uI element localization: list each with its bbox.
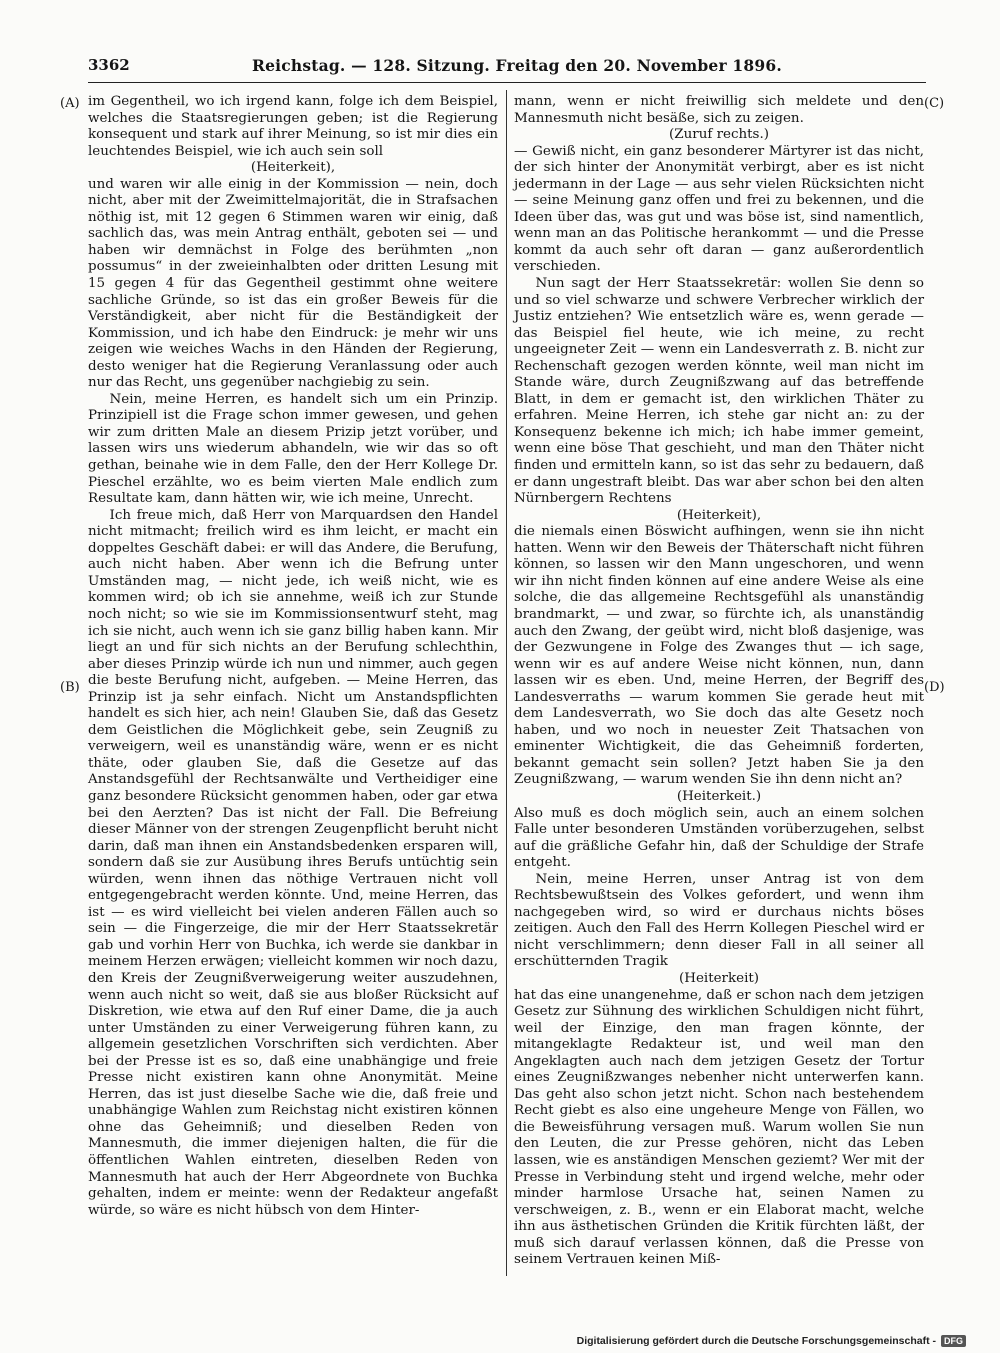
paragraph: hat das eine unangenehme, daß er schon nach dem jetzigen Gesetz zur Sühnung des wirklichen Schuldigen nicht führt, weil der Einzige, den man fragen könnte, der mitangeklagte Redakteur ist, und weil man den Angeklagten auch nach dem jetzigen Gesetz der Tortur eines Zeugnißzwanges nebenher nicht unterwerfen kann. Das geht also schon jetzt nicht. Schon nach bestehendem Recht giebt es also eine ungeheure Menge von Fällen, wo die Beweisführung versagen muß. Warum wollen Sie nun den Leuten, die zur Presse gehören, nicht das Leben lassen, wie es anständigen Menschen geziemt? Wer mit der Presse in Verbindung steht und irgend welche, mehr oder minder harmlose Ursache hat, seinen Namen zu verschweigen, z. B., wenn er ein Elaborat macht, welche ihn aus ästhetischen Gründen die Kritik fürchten läßt, der muß sich darauf verlassen können, daß die Presse von seinem Vertrauen keinen Miß- <box>514 987 924 1268</box>
page-number: 3362 <box>88 56 130 74</box>
paragraph: Nein, meine Herren, unser Antrag ist von dem Rechtsbewußtsein des Volkes gefordert, und wenn ihm nachgegeben wird, so wird er durchaus nichts böses zeitigen. Auch den Fall des Herrn Kollegen Pieschel wird er nicht verschlimmern; denn dieser Fall in all seiner all erschütternden Tragik <box>514 871 924 970</box>
paragraph: Ich freue mich, daß Herr von Marquardsen den Handel nicht mitmacht; freilich wird es ihm leicht, er macht ein doppeltes Geschäft dabei: er will das Andere, die Berufung, auch nicht haben. Aber wenn ich die Befrung unter Umständen mag, — nicht jede, ich weiß nicht, wie es kommen wird; ob ich sie annehme, weiß ich zur Stunde noch nicht; so wie sie im Kommissionsentwurf steht, mag ich sie nicht, auch wenn ich sie ganz billig haben kann. Mir liegt an und für sich nichts an der Berufung schlechthin, aber dieses Prinzip würde ich nun und nimmer, auch gegen die beste Berufung nicht, aufgeben. — Meine Herren, das Prinzip ist ja sehr einfach. Nicht um Anstandspflichten handelt es sich hier, ach nein! Glauben Sie, daß das Gesetz dem Geistlichen die Möglichkeit gebe, sein Zeugniß zu verweigern, weil es unanständig wäre, wenn er es nicht thäte, oder glauben Sie, daß die Gesetze auf das Anstandsgefühl der Rechtsanwälte und Vertheidiger eine ganz besondere Rücksicht genommen haben, oder gar etwa bei den Aerzten? Das ist nicht der Fall. Die Befreiung dieser Männer von der strengen Zeugenpflicht beruht nicht darin, daß man ihnen ein Anstandsbedenken ersparen will, sondern daß sie zur Ausübung ihres Berufs untüchtig sein würden, wenn ihnen das nöthige Vertrauen nicht voll entgegengebracht werden könnte. Und, meine Herren, das ist — es wird vielleicht bei vielen anderen Fällen auch so sein — die Fingerzeige, die mir der Herr Staatssekretär gab und vorhin Herr von Buchka, ich werde sie dankbar in meinem Herzen erwägen; vielleicht kommen wir noch dazu, den Kreis der Zeugnißverweigerung weiter auszudehnen, wenn auch nicht so weit, daß sie aus bloßer Rücksicht auf Diskretion, wie etwa auf den Ruf einer Dame, die ja auch unter Umständen zu einer Verweigerung führen kann, zu allgemein gesetzlichen Vorschriften sich verdichten. Aber bei der Presse ist es so, daß eine unabhängige und freie Presse nicht existiren kann ohne Anonymität. Meine Herren, das ist just dieselbe Sache wie die, daß freie und unabhängige Wahlen zum Reichstag nicht existiren können ohne das Geheimniß; und dieselben Reden von Mannesmuth, die immer diejenigen halten, die für die öffentlichen Wahlen eintreten, dieselben Reden von Mannesmuth hat auch der Herr Abgeordnete von Buchka gehalten, indem er meinte: wenn der Redakteur angefaßt würde, so wäre es nicht hübsch von dem Hinter- <box>88 507 499 1218</box>
dfg-logo: DFG <box>941 1335 966 1347</box>
running-title: Reichstag. — 128. Sitzung. Freitag den 20. November 1896. <box>252 56 782 75</box>
paragraph: — Gewiß nicht, ein ganz besonderer Märtyrer ist das nicht, der sich hinter der Anonymität verbirgt, aber es ist nicht jedermann in der Lage — aus sehr vielen Rücksichten nicht — seine Meinung ganz offen und frei zu bekennen, und die Ideen über das, was gut und was böse ist, sind namentlich, wenn man an das Politische herankommt — und die Presse kommt da auch sehr oft daran — ganz außerordentlich verschieden. <box>514 143 924 275</box>
paragraph: Nein, meine Herren, es handelt sich um ein Prinzip. Prinzipiell ist die Frage schon immer gewesen, und gehen wir zum dritten Male an diesem Prizip jetzt vorüber, und lassen wirs uns wiederum abhandeln, wie wir das so oft gethan, beinahe wie in dem Falle, den der Herr Kollege Dr. Pieschel erzählte, wo es beim vierten Male endlich zum Resultate kam, dann hätten wir, wie ich meine, Unrecht. <box>88 391 498 507</box>
interjection: (Heiterkeit.) <box>676 788 762 804</box>
margin-letter-b: (B) <box>60 680 80 695</box>
interjection: (Heiterkeit), <box>676 507 762 523</box>
paragraph: im Gegentheil, wo ich irgend kann, folge ich dem Beispiel, welches die Staatsregierungen geben; ist die Regierung konsequent und stark auf ihrer Meinung, so ist mir dies ein leuchtendes Beispiel, wie ich auch sein soll <box>88 94 498 159</box>
paragraph: und waren wir alle einig in der Kommission — nein, doch nicht, aber mit der Zweimittelmajorität, die in Strafsachen nöthig ist, mit 12 gegen 6 Stimmen waren wir einig, daß sachlich das, was mein Antrag enthält, geboten sei — und haben wir demnächst in Folge des berühmten „non possumus“ in der zweieinhalbten oder dritten Lesung mit 15 gegen 4 für das Gegentheil gestimmt ohne weitere sachliche Gründe, so ist das ein großer Beweis für die Verständigkeit, aber nicht für die Beständigkeit der Kommission, und ich habe den Eindruck: je mehr wir uns zeigen wie weiches Wachs in den Händen der Regierung, desto weniger hat die Regierung Veranlassung oder auch nur das Recht, uns gegenüber nachgiebig zu sein. <box>88 176 498 391</box>
paragraph: Nun sagt der Herr Staatssekretär: wollen Sie denn so und so viel schwarze und schwere Verbrecher wirklich der Justiz entziehen? Wie entsetzlich wäre es, wenn gerade — das Beispiel fiel heute, wie ich meine, zu recht ungeeigneter Zeit — wenn ein Landesverrath z. B. nicht zur Rechenschaft gezogen werden könnte, weil man nicht im Stande wäre, durch Zeugnißzwang auf das betreffende Blatt, in dem er gemacht ist, den wirklichen Thäter zu erfahren. Meine Herren, ich stehe gar nicht an: zu der Konsequenz bekenne ich mich; ich habe immer gemeint, wenn eine böse That geschieht, und man den Thäter nicht finden und ermitteln kann, so ist das sehr zu bedauern, daß er dann ungestraft bleibt. Das war aber schon bei den alten Nürnbergern Rechtens <box>514 276 924 507</box>
page-header <box>88 56 926 83</box>
interjection: (Zuruf rechts.) <box>669 127 769 143</box>
footer <box>577 1335 966 1347</box>
margin-letter-c: (C) <box>924 96 945 111</box>
left-column <box>88 94 498 1219</box>
footer-credit: Digitalisierung gefördert durch die Deutsche Forschungsgemeinschaft - <box>576 1335 936 1347</box>
interjection: (Heiterkeit) <box>678 970 760 986</box>
paragraph: die niemals einen Böswicht aufhingen, wenn sie ihn nicht hatten. Wenn wir den Beweis der Thäterschaft nicht führen können, so lassen wir den Mann ungeschoren, und wenn wir ihn nicht finden können auf eine andere Weise als eine solche, die das allgemeine Rechtsgefühl als unanständig brandmarkt, — und zwar, so fürchte ich, als unanständig auch den Zwang, der geübt wird, nicht bloß dasjenige, was der Gezwungene in Folge des Zwanges thut — ich sage, wenn wir es auf andere Weise nicht können, nun, dann lassen wir es eben. Und, meine Herren, der Begriff des Landesverraths — warum kommen Sie gerade heut mit dem Landesverrath, wo Sie doch das alte Gesetz noch haben, und wo noch in neuester Zeit Thatsachen von eminenter Wichtigkeit, die das Geheimniß forderten, bekannt gemacht sein sollen? Jetzt haben Sie ja den Zeugnißzwang, — warum wenden Sie ihn denn nicht an? <box>514 524 924 788</box>
paragraph: Also muß es doch möglich sein, auch an einem solchen Falle unter besonderen Umständen vorüberzugehen, selbst auf die gräßliche Gefahr hin, daß der Schuldige der Strafe entgeht. <box>514 805 924 871</box>
right-column <box>514 94 924 1269</box>
margin-letter-d: (D) <box>924 680 945 695</box>
interjection: (Heiterkeit), <box>250 160 336 176</box>
paragraph: mann, wenn er nicht freiwillig sich meldete und den Mannesmuth nicht besäße, sich zu zeigen. <box>514 94 924 126</box>
margin-letter-a: (A) <box>60 96 80 111</box>
column-divider <box>506 90 507 1276</box>
